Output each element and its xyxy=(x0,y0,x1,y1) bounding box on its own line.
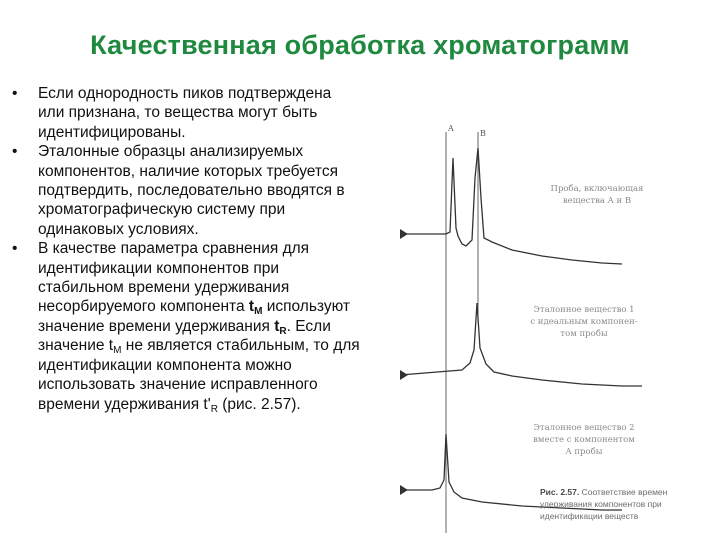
bullet-list xyxy=(12,84,360,414)
bullet-item-3 xyxy=(12,239,360,414)
trace-1-line xyxy=(400,148,622,264)
bullet-text-3e: (рис. 2.57). xyxy=(217,395,301,413)
trace-2-label-line3: том пробы xyxy=(560,329,608,339)
bullet-text-1: Если однородность пиков подтверждена или признана, то вещества могут быть идентифицированы. xyxy=(38,85,332,141)
t-prime-r-symbol: $t'_R$ xyxy=(203,395,218,415)
bullet-icon: • xyxy=(12,240,18,258)
trace-2-label-line1: Эталонное вещество 1 xyxy=(533,305,635,315)
slide-title: Качественная обработка хроматограмм xyxy=(90,30,630,60)
t-r-symbol: $t_R$ xyxy=(274,317,287,337)
caption-number: Рис. 2.57. xyxy=(540,487,580,497)
trace-1-label-line2: вещества A и B xyxy=(562,196,632,206)
bullet-text-3a: В качестве параметра сравнения для идентификации компонентов при стабильном времени удерживания несорбируемого компонента xyxy=(38,240,310,316)
bullet-icon: • xyxy=(12,143,18,161)
bullet-item-1 xyxy=(12,84,360,142)
t-m-symbol-2: $t_M$ xyxy=(108,337,122,357)
bullet-text-3b: используют значение времени удерживания xyxy=(38,298,350,335)
chromatogram-figure xyxy=(362,118,720,538)
trace-1-label-line1: Проба, включающая xyxy=(550,184,644,194)
caption-text: Соответствие времен удерживания компонентов при идентификации веществ xyxy=(540,487,668,521)
peak-label-a: A xyxy=(448,124,454,133)
chromatogram-svg xyxy=(362,118,720,538)
bullet-item-2 xyxy=(12,142,360,239)
peak-label-b: B xyxy=(480,129,486,138)
trace-2-line xyxy=(400,303,642,386)
t-m-symbol: $t_M$ xyxy=(248,298,263,318)
bullet-text-2: Эталонные образцы анализируемых компонентов, наличие которых требуется подтвердить, последовательно вводятся в хроматографическую систему при одинаковых условиях. xyxy=(38,143,345,238)
injection-arrow-3 xyxy=(400,485,408,495)
bullet-text-3c: . Если значение xyxy=(38,317,331,355)
trace-2-label-line2: с идеальным компонен- xyxy=(530,317,638,327)
trace-3-label-line1: Эталонное вещество 2 xyxy=(533,423,635,433)
trace-3-label-line3: A пробы xyxy=(565,447,603,457)
injection-arrow-2 xyxy=(400,370,408,380)
injection-arrow-1 xyxy=(400,229,408,239)
trace-3-label-line2: вместе с компонентом xyxy=(533,435,635,445)
bullet-icon: • xyxy=(12,85,18,102)
bullet-text-3d: не является стабильным, то для идентификации компонента можно использовать значение исправленного времени удерживания xyxy=(38,337,360,413)
figure-caption xyxy=(540,486,720,522)
